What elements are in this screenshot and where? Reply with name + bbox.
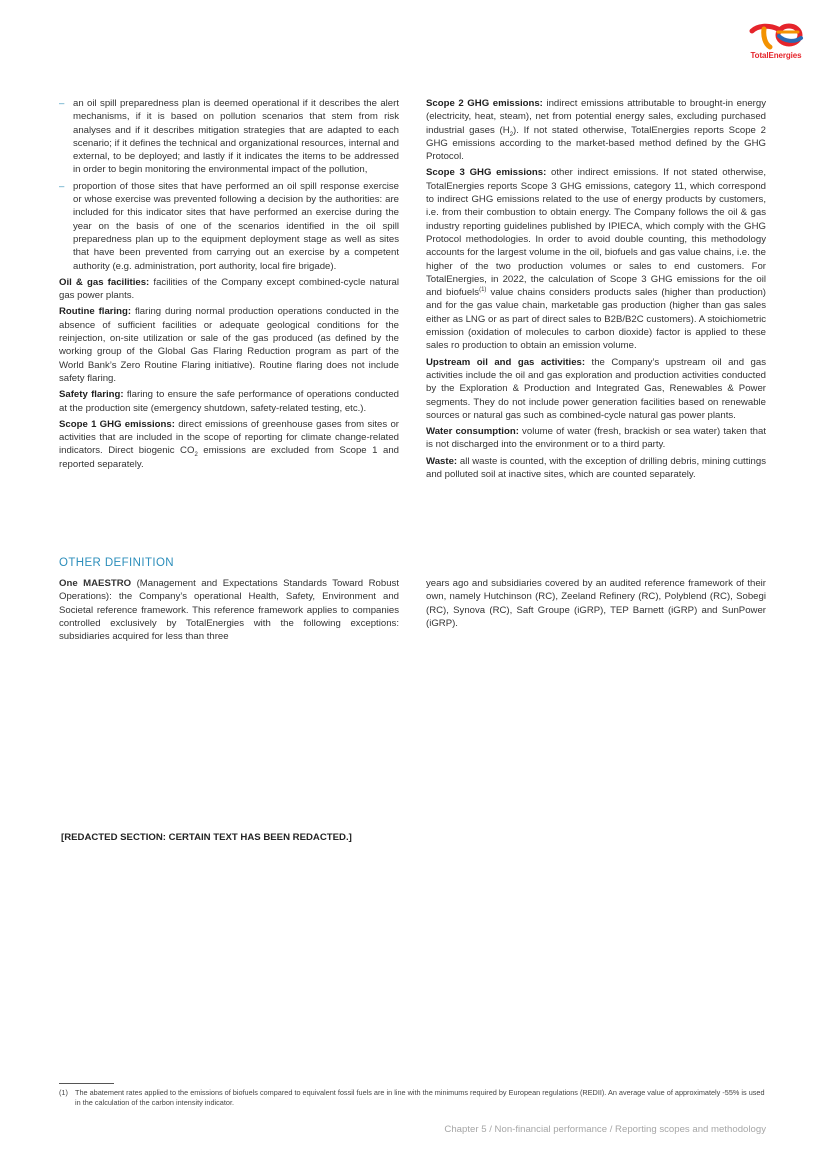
definition-text: facilities of the Company except combined-cycle natural gas power plants.: [59, 276, 399, 302]
footnote: [59, 1088, 769, 1107]
subscript: 2: [509, 131, 514, 138]
definition-term: Water consumption:: [426, 426, 519, 438]
definition-text: other indirect emissions. If not stated otherwise, TotalEnergies reports Scope 3 GHG emissions, category 11, which correspond to indirect GHG emissions related to the use of energy products by customers, i.e. from their combustion to obtain energy. The Company follows the oil & gas industry reporting guidelines published by IPIECA, which comply with the GHG Protocol methodologies. In order to avoid double counting, this methodology accounts for the largest volume in the oil, biofuels and gas value chains, i.e. the higher of the two production volumes or sales to end customers. For TotalEnergies, in 2022, the calculation of Scope 3 GHG emissions for the oil and biofuels: [426, 167, 766, 299]
bullet-text: proportion of those sites that have performed an oil spill response exercise or whose exercise was prevented following a decision by the authorities: are included for this indicator sites that have performed an exercise during the year on the basis of one of the scenarios identified in the oil spill preparedness plan up to the equipment deployment stage as well as sites that have been prevented from carrying out an exercise by a competent authority (e.g. administration, port authority, local fire brigade).: [73, 180, 399, 272]
definition-scope1: [59, 418, 399, 471]
definition-text: flaring to ensure the safe performance of operations conducted at the production site (emergency shutdown, safety-related testing, etc.).: [59, 389, 399, 414]
definition-text: the Company’s upstream oil and gas activities include the oil and gas exploration and production activities conducted by the Exploration & Production and Integrated Gas, Renewables & Power segments. They do not include power generation facilities based on renewable sources or natural gas such as combined-cycle natural gas power plants.: [426, 356, 766, 421]
section-title: OTHER DEFINITION: [59, 557, 175, 569]
dash-marker: –: [59, 98, 65, 109]
definition-term: One MAESTRO: [59, 578, 132, 589]
other-definition-left: [59, 577, 399, 643]
left-column: [59, 97, 399, 474]
definition-term: Scope 2 GHG emissions:: [426, 98, 543, 109]
definition-text: (Management and Expectations Standards Toward Robust Operations): the Company’s operational Health, Safety, Environment and Societal reference framework. This reference framework applies to companies controlled exclusively by TotalEnergies with the following exceptions: subsidiaries acquired for less than three: [59, 578, 399, 643]
definition-text: ). If not stated otherwise, TotalEnergies reports Scope 2 GHG emissions according to the market-based method defined by the GHG Protocol.: [426, 124, 766, 163]
definition-text: indirect emissions attributable to brought-in energy (electricity, heat, steam), net from potential energy sales, excluding purchased industrial gases (H: [426, 98, 766, 136]
footnote-number: (1): [59, 1088, 68, 1097]
totalenergies-logo-icon: [748, 20, 804, 50]
page-footer-breadcrumb: Chapter 5 / Non-financial performance / Reporting scopes and methodology: [444, 1124, 766, 1135]
definition-term: Routine flaring:: [59, 306, 132, 318]
right-column: [426, 97, 766, 484]
footnote-ref: (1): [479, 286, 487, 293]
dash-marker: –: [59, 180, 65, 192]
footnote-text: The abatement rates applied to the emissions of biofuels compared to equivalent fossil fuels are in line with the minimums required by European regulations (REDII). An average value of approximately -55% is used in the calculation of the carbon intensity indicator.: [75, 1088, 765, 1107]
logo-wordmark: TotalEnergies: [750, 51, 802, 60]
definition-waste: [426, 455, 766, 482]
definition-term: Scope 1 GHG emissions:: [59, 418, 175, 430]
definition-upstream: [426, 356, 766, 422]
definition-text: flaring during normal production operations conducted in the absence of sufficient facilities or adequate geological conditions for the reinjection, on-site utilization or sale of the gas produced (as defined by the working group of the Global Gas Flaring Reduction program as part of the World Bank’s Zero Routine Flaring initiative). Routine flaring does not include safety flaring.: [59, 306, 399, 384]
definition-term: Upstream oil and gas activities:: [426, 356, 586, 368]
definition-water: [426, 425, 766, 452]
other-definition-right: years ago and subsidiaries covered by an audited reference framework of their own, namely Hutchinson (RC), Zeeland Refinery (RC), Polyblend (RC), Sobegi (RC), Synova (RC), Saft Groupe (iGRP), TEP Barnett (iGRP) and SunPower (iGRP).: [426, 578, 766, 629]
definition-routine-flaring: [59, 305, 399, 385]
definition-text: volume of water (fresh, brackish or sea water) taken that is not discharged into the environment or to a third party.: [426, 426, 766, 451]
bullet-text: an oil spill preparedness plan is deemed operational if it describes the alert mechanisms, if it is based on pollution scenarios that stem from risk analyses and if it describes mitigation strategies that are adapted to each scenario; if it defines the technical and organizational resources, internal and external, to be deployed; and lastly if it indicates the items to be addressed in order to begin monitoring the environmental impact of the pollution,: [73, 98, 399, 176]
definition-text: value chains considers products sales (higher than production) and for the gas value chain, marketable gas production (higher than gas sales either as LNG or as part of direct sales to B2B/B2C customers). A stoichiometric emission (oxidation of molecules to carbon dioxide) factor is applied to these sales ro production to obtain an emission volume.: [426, 287, 766, 352]
redacted-notice: [REDACTED SECTION: CERTAIN TEXT HAS BEEN REDACTED.]: [61, 832, 352, 843]
definition-oil-gas-facilities: [59, 276, 399, 303]
subscript: 2: [194, 452, 198, 459]
bullet-item: [59, 180, 399, 273]
definition-term: Oil & gas facilities:: [59, 276, 150, 288]
footnote-divider: [59, 1083, 114, 1084]
definition-text: all waste is counted, with the exception of drilling debris, mining cuttings and polluted soil at inactive sites, which are counted separately.: [426, 455, 766, 481]
definition-term: Waste:: [426, 455, 458, 467]
definition-text: direct emissions of greenhouse gases from sites or activities that are included in the scope of reporting for climate change-related indicators. Direct biogenic CO: [59, 418, 399, 457]
definition-safety-flaring: [59, 388, 399, 415]
definition-term: Safety flaring:: [59, 389, 124, 401]
totalenergies-logo: [745, 20, 807, 60]
definition-term: Scope 3 GHG emissions:: [426, 167, 547, 179]
bullet-item: [59, 97, 399, 177]
definition-text: emissions are excluded from Scope 1 and reported separately.: [59, 445, 399, 470]
definition-scope3: [426, 166, 766, 352]
definition-scope2: [426, 97, 766, 163]
